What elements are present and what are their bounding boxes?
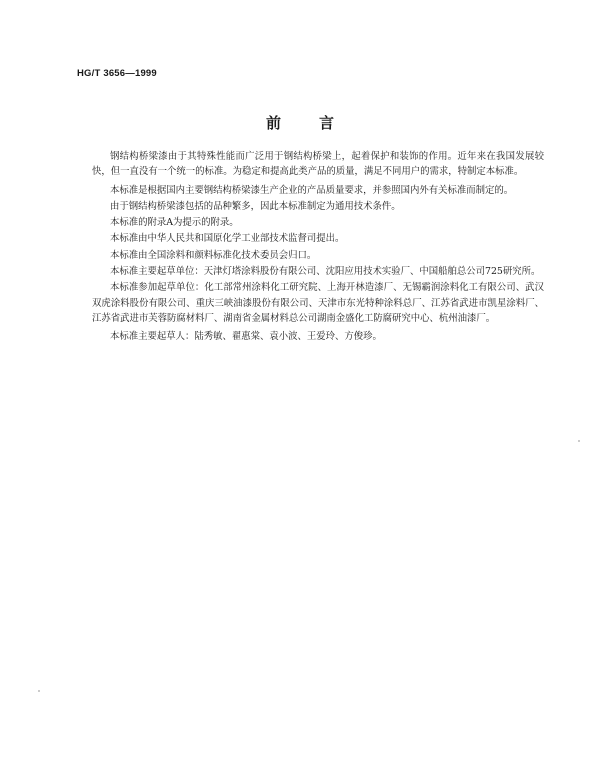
paragraph-administrator: 本标准由全国涂料和颜料标准化技术委员会归口。 [110,249,317,261]
standard-code: HG/T 3656—1999 [77,68,157,79]
scan-speck [578,440,580,442]
scan-speck [38,690,40,692]
page-title: 前言 [265,114,372,132]
paragraph-proposer: 本标准由中华人民共和国原化学工业部技术监督司提出。 [110,233,345,245]
paragraph-participating-drafters: 本标准参加起草单位：化工部常州涂料化工研究院、上海开林造漆厂、无锡霸润涂料化工有限公司、武汉双虎涂料股份有限公司、重庆三峡油漆股份有限公司、天津市东光特种涂料总厂、江苏省武进市凯星涂料厂、江苏省武进市芙蓉防腐材料厂、湖南省金属材料总公司湖南金盛化工防腐研究中心、杭州油漆厂。 [92,282,544,324]
paragraph-intro: 钢结构桥梁漆由于其特殊性能而广泛用于钢结构桥梁上，起着保护和装饰的作用。近年来在我国发展较快，但一直没有一个统一的标准。为稳定和提高此类产品的质量，满足不同用户的需求，特制定本标准。 [92,151,544,178]
document-body [92,149,544,346]
paragraph-appendix: 本标准的附录A为提示的附录。 [110,217,239,229]
paragraph-drafting-persons: 本标准主要起草人：陆秀敏、翟惠棠、袁小波、王爱玲、方俊珍。 [110,331,382,343]
paragraph-basis: 本标准是根据国内主要钢结构桥梁漆生产企业的产品质量要求，并参照国内外有关标准而制定的。 [110,184,514,196]
paragraph-scope: 由于钢结构桥梁漆包括的品种繁多，因此本标准制定为通用技术条件。 [110,200,401,212]
paragraph-main-drafters: 本标准主要起草单位：天津灯塔涂料股份有限公司、沈阳应用技术实验厂、中国船舶总公司725研究所。 [110,266,541,278]
